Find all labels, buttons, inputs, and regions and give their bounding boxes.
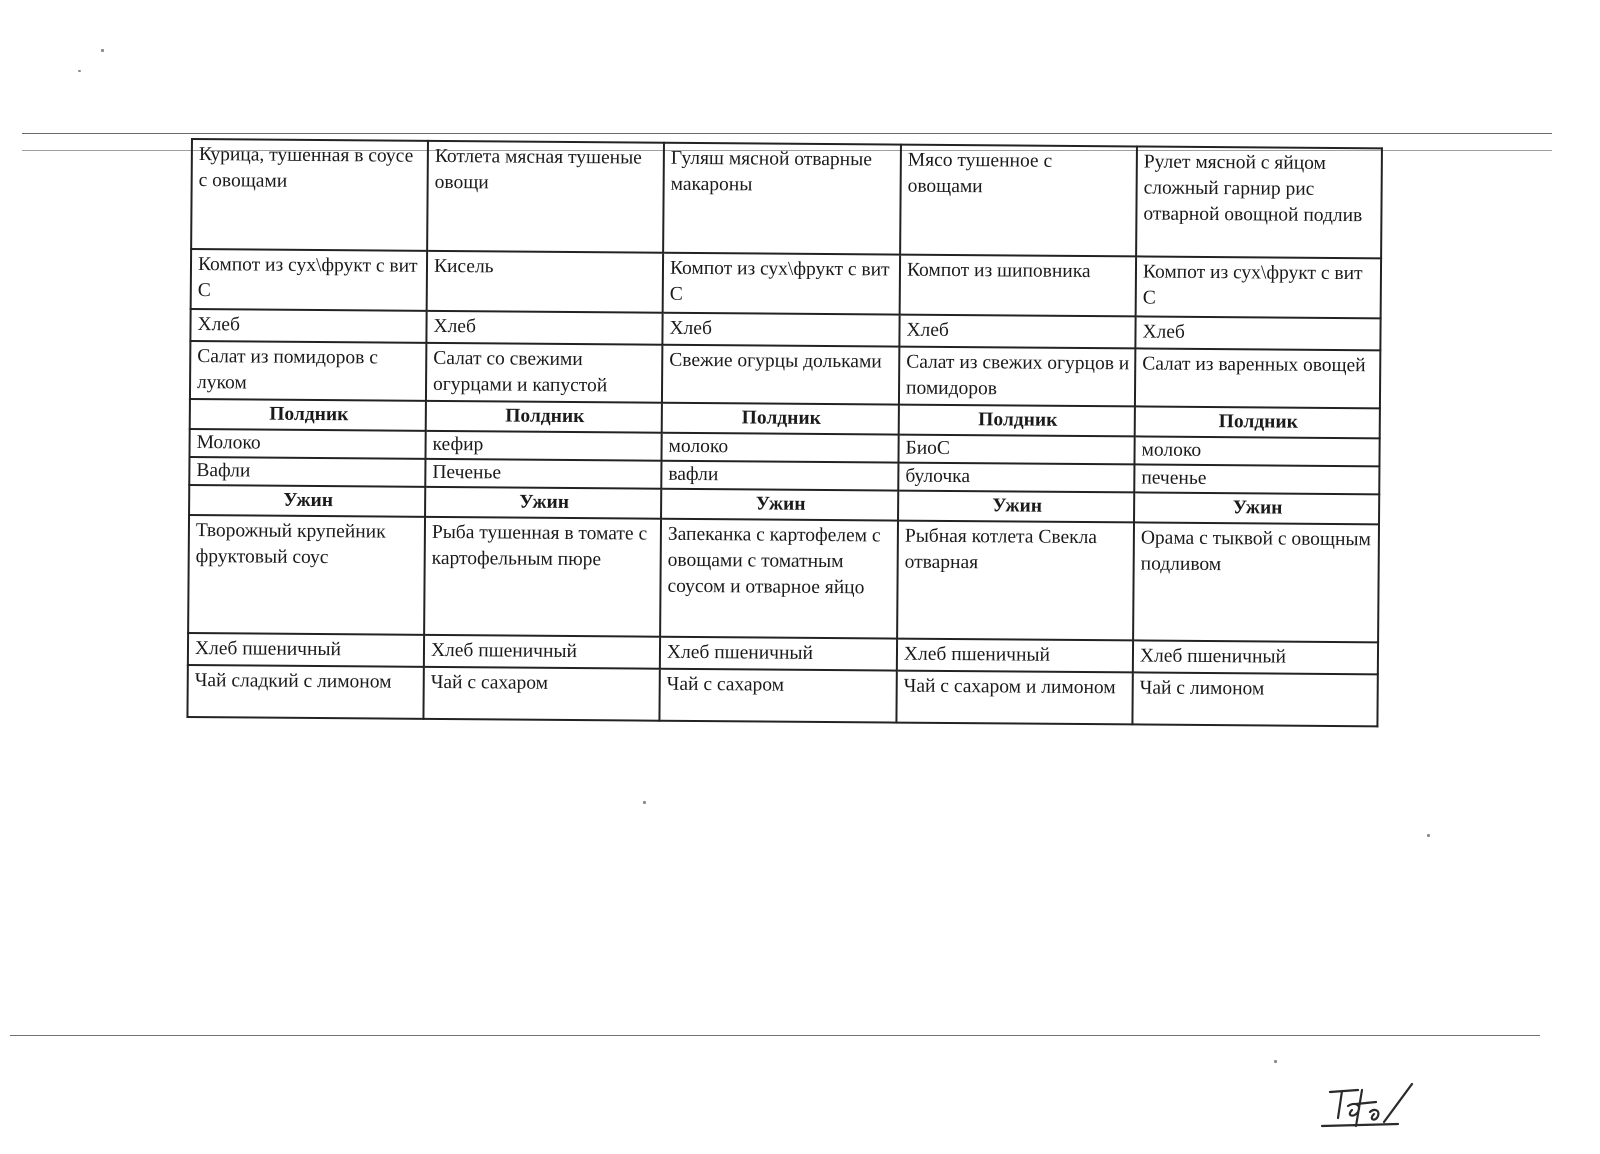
cell-dinner-bread: Хлеб пшеничный: [1133, 640, 1378, 674]
scan-speck: [1427, 834, 1430, 837]
cell-main-course: Курица, тушенная в соусе с овощами: [191, 139, 428, 251]
cell-snack-drink: БиоС: [898, 435, 1134, 465]
cell-snack-food: Вафли: [189, 457, 425, 487]
cell-bread: Хлеб: [662, 313, 899, 347]
cell-dinner: Рыба тушенная в томате с картофельным пюре: [424, 517, 661, 637]
cell-dinner-bread: Хлеб пшеничный: [188, 633, 424, 667]
cell-main-course: Котлета мясная тушеные овощи: [427, 141, 664, 253]
cell-drink: Кисель: [427, 251, 663, 313]
scan-speck: [1274, 1060, 1277, 1063]
cell-drink: Компот из сух\фрукт с вит С: [1136, 256, 1381, 318]
cell-salad: Свежие огурцы дольками: [662, 345, 899, 405]
dinner-header: Ужин: [898, 491, 1134, 523]
cell-dinner: Рыбная котлета Свекла отварная: [897, 521, 1134, 641]
cell-dinner: Орама с тыквой с овощным подливом: [1133, 522, 1379, 642]
tea-row: [187, 665, 1377, 726]
cell-salad: Салат из свежих огурцов и помидоров: [899, 347, 1135, 407]
cell-snack-drink: Молоко: [189, 429, 425, 459]
drink-row: [191, 249, 1381, 318]
cell-tea: Чай сладкий с лимоном: [187, 665, 423, 719]
scan-speck: [78, 70, 81, 72]
cell-dinner-bread: Хлеб пшеничный: [424, 635, 660, 669]
cell-main-course: Гуляш мясной отварные макароны: [663, 143, 901, 255]
dinner-header: Ужин: [189, 485, 425, 517]
main-course-row: [191, 139, 1382, 258]
dinner-row: [188, 515, 1379, 642]
salad-row: [190, 341, 1380, 408]
cell-snack-drink: кефир: [425, 431, 661, 461]
menu-table: [186, 138, 1383, 727]
cell-drink: Компот из сух\фрукт с вит С: [663, 253, 900, 315]
cell-dinner: Творожный крупейник фруктовый соус: [188, 515, 425, 635]
cell-bread: Хлеб: [426, 311, 662, 345]
snack-header: Полдник: [899, 405, 1135, 437]
snack-header: Полдник: [1135, 406, 1380, 438]
cell-snack-food: булочка: [898, 463, 1134, 493]
signature: [1318, 1082, 1418, 1138]
cell-bread: Хлеб: [190, 309, 426, 343]
cell-main-course: Мясо тушенное с овощами: [900, 145, 1137, 257]
cell-drink: Компот из сух\фрукт с вит С: [191, 249, 427, 311]
cell-snack-food: печенье: [1134, 464, 1379, 494]
cell-bread: Хлеб: [899, 315, 1135, 349]
dinner-header: Ужин: [661, 489, 898, 521]
cell-tea: Чай с сахаром и лимоном: [896, 671, 1132, 725]
cell-snack-drink: молоко: [1134, 436, 1379, 466]
cell-main-course: Рулет мясной с яйцом сложный гарнир рис отварной овощной подлив: [1136, 146, 1382, 258]
dinner-header: Ужин: [425, 487, 661, 519]
cell-salad: Салат из варенных овощей: [1135, 348, 1380, 408]
cell-bread: Хлеб: [1135, 316, 1380, 350]
cell-tea: Чай с сахаром: [423, 667, 659, 721]
cell-snack-food: Печенье: [425, 459, 661, 489]
cell-drink: Компот из шиповника: [900, 255, 1136, 317]
top-rule: [22, 133, 1552, 134]
cell-dinner-bread: Хлеб пшеничный: [660, 637, 897, 671]
cell-salad: Салат со свежими огурцами и капустой: [426, 343, 662, 403]
cell-dinner-bread: Хлеб пшеничный: [897, 639, 1133, 673]
snack-header: Полдник: [662, 403, 899, 435]
snack-header: Полдник: [190, 399, 426, 431]
cell-snack-food: вафли: [661, 461, 898, 491]
scan-speck: [101, 49, 104, 52]
cell-snack-drink: молоко: [661, 433, 898, 463]
cell-tea: Чай с лимоном: [1132, 672, 1377, 726]
cell-dinner: Запеканка с картофелем с овощами с томатным соусом и отварное яйцо: [660, 519, 898, 639]
dinner-header: Ужин: [1134, 492, 1379, 524]
bottom-rule: [10, 1035, 1540, 1036]
snack-header: Полдник: [426, 401, 662, 433]
cell-tea: Чай с сахаром: [659, 669, 896, 723]
cell-salad: Салат из помидоров с луком: [190, 341, 426, 401]
scan-speck: [643, 801, 646, 804]
